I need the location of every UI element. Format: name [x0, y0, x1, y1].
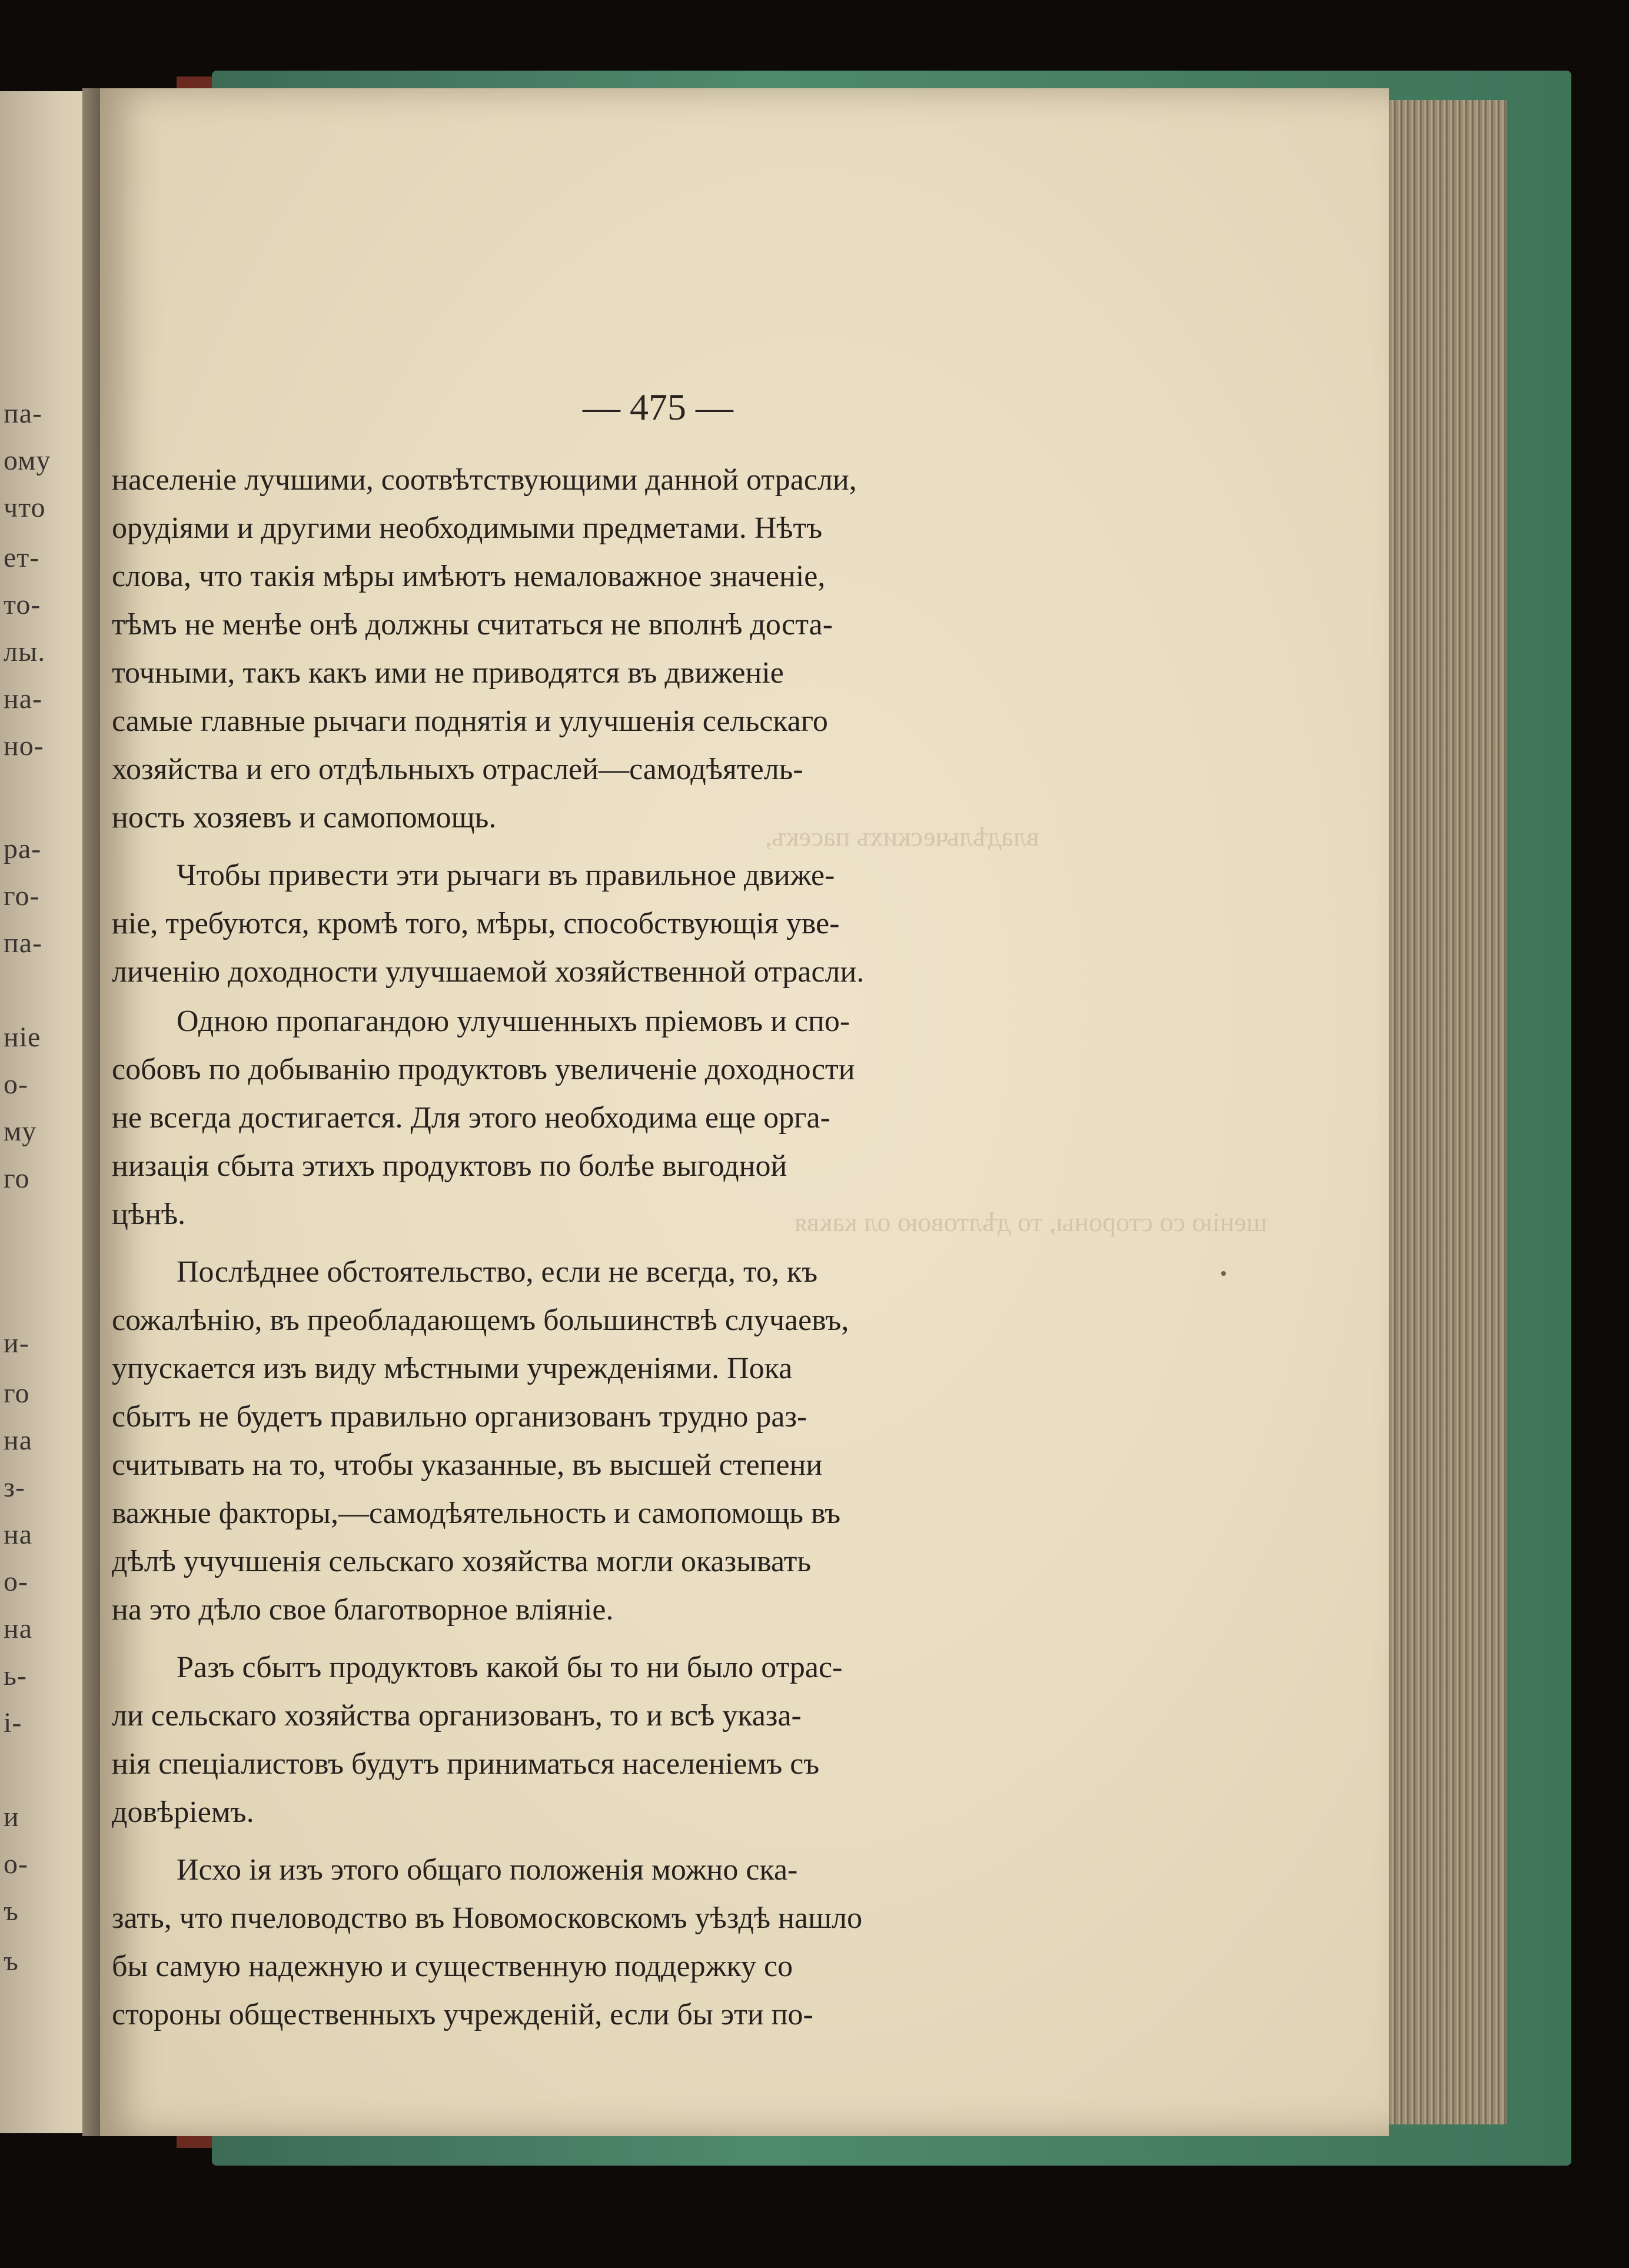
left-page-fragment: на: [4, 1425, 32, 1456]
page-edges: [1371, 100, 1507, 2124]
text-line: ли сельскаго хозяйства организованъ, то и всѣ указа-: [112, 1699, 802, 1732]
bleed-through-text: владѣльческихъ пасекъ,: [765, 822, 1039, 852]
text-line: стороны общественныхъ учрежденій, если бы эти по-: [112, 1998, 813, 2031]
left-page-fragment: на-: [4, 683, 42, 714]
text-line: важные факторы,—самодѣятельность и самопомощь въ: [112, 1497, 841, 1530]
text-line: упускается изъ виду мѣстными учрежденіями. Пока: [112, 1352, 793, 1385]
text-line: дѣлѣ учучшенія сельскаго хозяйства могли оказывать: [112, 1545, 812, 1578]
left-page-fragment: з-: [4, 1472, 25, 1503]
left-page-fragment: о-: [4, 1848, 28, 1880]
paragraph-start: Послѣднее обстоятельство, если не всегда, то, къ: [177, 1255, 818, 1289]
left-page-fragment: и: [4, 1801, 19, 1833]
text-line: считывать на то, чтобы указанные, въ высшей степени: [112, 1448, 823, 1482]
paragraph-start: Чтобы привести эти рычаги въ правильное движе-: [177, 859, 835, 892]
text-line: на это дѣло свое благотворное вліяніе.: [112, 1593, 614, 1627]
text-line: зать, что пчеловодство въ Новомосковскомъ уѣздѣ нашло: [112, 1901, 863, 1935]
bleed-through-text: шенію со стороны, то дѣлтовою ол каквя: [794, 1207, 1268, 1237]
left-page-fragment: ъ: [4, 1946, 19, 1977]
text-line: населеніе лучшими, соотвѣтствующими данной отрасли,: [112, 463, 857, 497]
left-page-fragment: му: [4, 1116, 37, 1147]
text-line: нія спеціалистовъ будутъ приниматься населеніемъ съ: [112, 1747, 820, 1781]
left-page-fragment: го-: [4, 880, 40, 912]
paragraph-start: Исхо ія изъ этого общаго положенія можно ска-: [177, 1853, 798, 1887]
text-line: точными, такъ какъ ими не приводятся въ движеніе: [112, 656, 784, 690]
text-line: слова, что такія мѣры имѣютъ немаловажное значеніе,: [112, 560, 826, 593]
text-line: ность хозяевъ и самопомощь.: [112, 801, 497, 834]
text-line: орудіями и другими необходимыми предметами. Нѣтъ: [112, 511, 823, 545]
left-page-fragment: го: [4, 1378, 30, 1409]
text-line: тѣмъ не менѣе онѣ должны считаться не вполнѣ доста-: [112, 608, 833, 641]
left-page-fragment: что: [4, 492, 46, 523]
text-line: сбытъ не будетъ правильно организованъ трудно раз-: [112, 1400, 807, 1434]
text-line: довѣріемъ.: [112, 1795, 254, 1829]
text-line: цѣнѣ.: [112, 1198, 186, 1231]
text-line: сожалѣнію, въ преобладающемъ большинствѣ случаевъ,: [112, 1303, 849, 1337]
page: [100, 88, 1389, 2136]
left-page-fragment: но-: [4, 730, 44, 761]
paper-speck: [1221, 1271, 1226, 1276]
left-page-fragment: ъ: [4, 1895, 19, 1927]
text-line: низація сбыта этихъ продуктовъ по болѣе выгодной: [112, 1149, 787, 1183]
left-page-fragment: ра-: [4, 833, 42, 864]
left-page-fragment: и-: [4, 1328, 29, 1359]
text-line: ніе, требуются, кромѣ того, мѣры, способствующія уве-: [112, 907, 840, 940]
left-page-fragment: го: [4, 1163, 30, 1194]
left-page-fragment: і-: [4, 1707, 22, 1738]
paragraph-start: Одною пропагандою улучшенныхъ пріемовъ и спо-: [177, 1005, 850, 1038]
left-page-fragment: о-: [4, 1069, 28, 1100]
page-number: — 475 —: [583, 386, 733, 428]
left-page-fragment: на: [4, 1613, 32, 1644]
left-page-fragment: па-: [4, 927, 42, 959]
text-line: личенію доходности улучшаемой хозяйственной отрасли.: [112, 955, 865, 989]
left-page-fragment: ет-: [4, 542, 40, 573]
text-line: не всегда достигается. Для этого необходима еще орга-: [112, 1101, 830, 1135]
text-line: бы самую надежную и существенную поддержку со: [112, 1950, 793, 1983]
left-page-fragment: ь-: [4, 1660, 27, 1691]
left-page-fragment: ніе: [4, 1022, 41, 1053]
text-line: хозяйства и его отдѣльныхъ отраслей—самодѣятель-: [112, 753, 803, 786]
paragraph-start: Разъ сбытъ продуктовъ какой бы то ни было отрас-: [177, 1651, 843, 1684]
text-line: самые главные рычаги поднятія и улучшенія сельскаго: [112, 704, 828, 738]
left-page-fragment: то-: [4, 589, 41, 620]
text-line: собовъ по добыванію продуктовъ увеличеніе доходности: [112, 1053, 855, 1086]
left-page-fragment: на: [4, 1519, 32, 1550]
left-page-fragment: па-: [4, 398, 42, 429]
left-page-fragment: ому: [4, 445, 51, 476]
left-page-fragment: о-: [4, 1566, 28, 1597]
left-page-fragment: лы.: [4, 636, 46, 667]
